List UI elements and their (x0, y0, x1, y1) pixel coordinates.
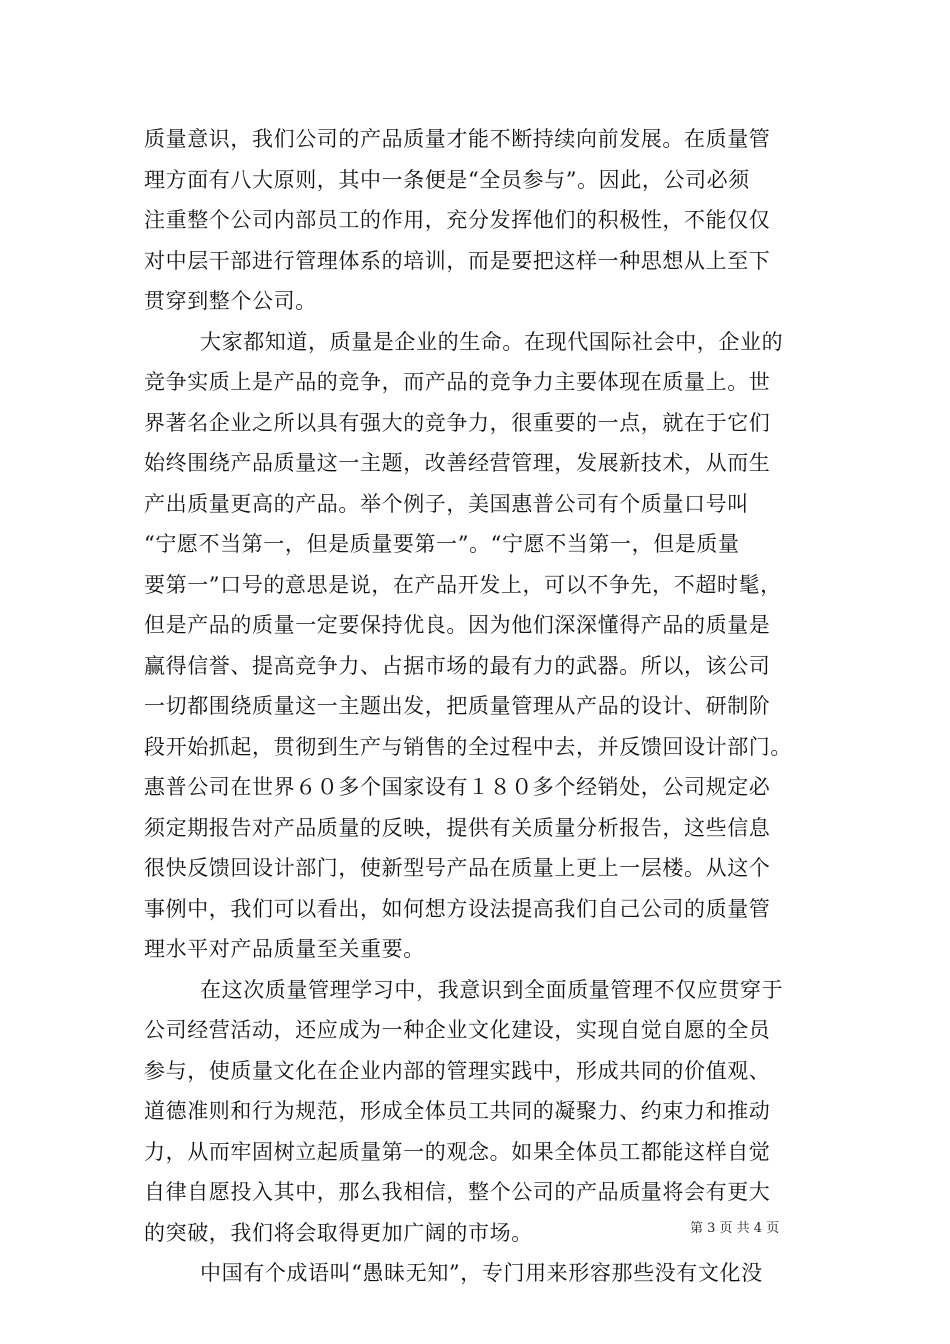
paragraph-first-line: 中国有个成语叫“愚昧无知”，专门用来形容那些没有文化没 (200, 1261, 763, 1285)
text-line: 参与，使质量文化在企业内部的管理实践中，形成共同的价值观、 (144, 1058, 771, 1083)
text-line: 赢得信誉、提高竞争力、占据市场的最有力的武器。所以，该公司 (144, 653, 771, 678)
text-line: 一切都围绕质量这一主题出发，把质量管理从产品的设计、研制阶 (144, 694, 771, 718)
text-line: 贯穿到整个公司。 (144, 289, 317, 313)
text-line: 事例中，我们可以看出，如何想方设法提高我们自己公司的质量管 (144, 896, 771, 921)
text-line: 段开始抓起，贯彻到生产与销售的全过程中去，并反馈回设计部门。 (144, 734, 792, 759)
text-line: 公司经营活动，还应成为一种企业文化建设，实现自觉自愿的全员 (144, 1018, 771, 1042)
text-line: 但是产品的质量一定要保持优良。因为他们深深懂得产品的质量是 (144, 613, 771, 637)
document-body (144, 119, 812, 1294)
text-line: 界著名企业之所以具有强大的竞争力，很重要的一点，就在于它们 (144, 410, 771, 435)
text-line: 要第一”口号的意思是说，在产品开发上，可以不争先，不超时髦， (144, 572, 782, 597)
text-line: 质量意识，我们公司的产品质量才能不断持续向前发展。在质量管 (144, 127, 771, 151)
text-line: 产出质量更高的产品。举个例子，美国惠普公司有个质量口号叫 (144, 491, 749, 516)
text-line: 注重整个公司内部员工的作用，充分发挥他们的积极性，不能仅仅 (144, 208, 771, 232)
page-number-footer: 第 3 页 共 4 页 (690, 1221, 780, 1236)
text-line: 的突破，我们将会取得更加广阔的市场。 (144, 1220, 533, 1245)
text-line: 须定期报告对产品质量的反映，提供有关质量分析报告，这些信息 (144, 815, 771, 840)
text-line: 自律自愿投入其中，那么我相信，整个公司的产品质量将会有更大 (144, 1180, 771, 1204)
text-line: 道德准则和行为规范，形成全体员工共同的凝聚力、约束力和推动 (144, 1099, 771, 1123)
text-line: 始终围绕产品质量这一主题，改善经营管理，发展新技术，从而生 (144, 451, 771, 475)
text-line: 惠普公司在世界６０多个国家设有１８０多个经销处，公司规定必 (144, 775, 771, 799)
text-line: 竞争实质上是产品的竞争，而产品的竞争力主要体现在质量上。世 (144, 370, 771, 394)
text-line: 理水平对产品质量至关重要。 (144, 937, 425, 961)
text-line: 力，从而牢固树立起质量第一的观念。如果全体员工都能这样自觉 (144, 1139, 771, 1164)
paragraph-first-line: 大家都知道，质量是企业的生命。在现代国际社会中，企业的 (200, 329, 784, 354)
text-line: 对中层干部进行管理体系的培训，而是要把这样一种思想从上至下 (144, 248, 771, 273)
text-line: “宁愿不当第一，但是质量要第一”。“宁愿不当第一，但是质量 (144, 532, 740, 556)
text-line: 很快反馈回设计部门，使新型号产品在质量上更上一层楼。从这个 (144, 856, 771, 880)
paragraph-first-line: 在这次质量管理学习中，我意识到全面质量管理不仅应贯穿于 (200, 977, 784, 1002)
text-line: 理方面有八大原则，其中一条便是“全员参与”。因此，公司必须 (144, 167, 750, 192)
